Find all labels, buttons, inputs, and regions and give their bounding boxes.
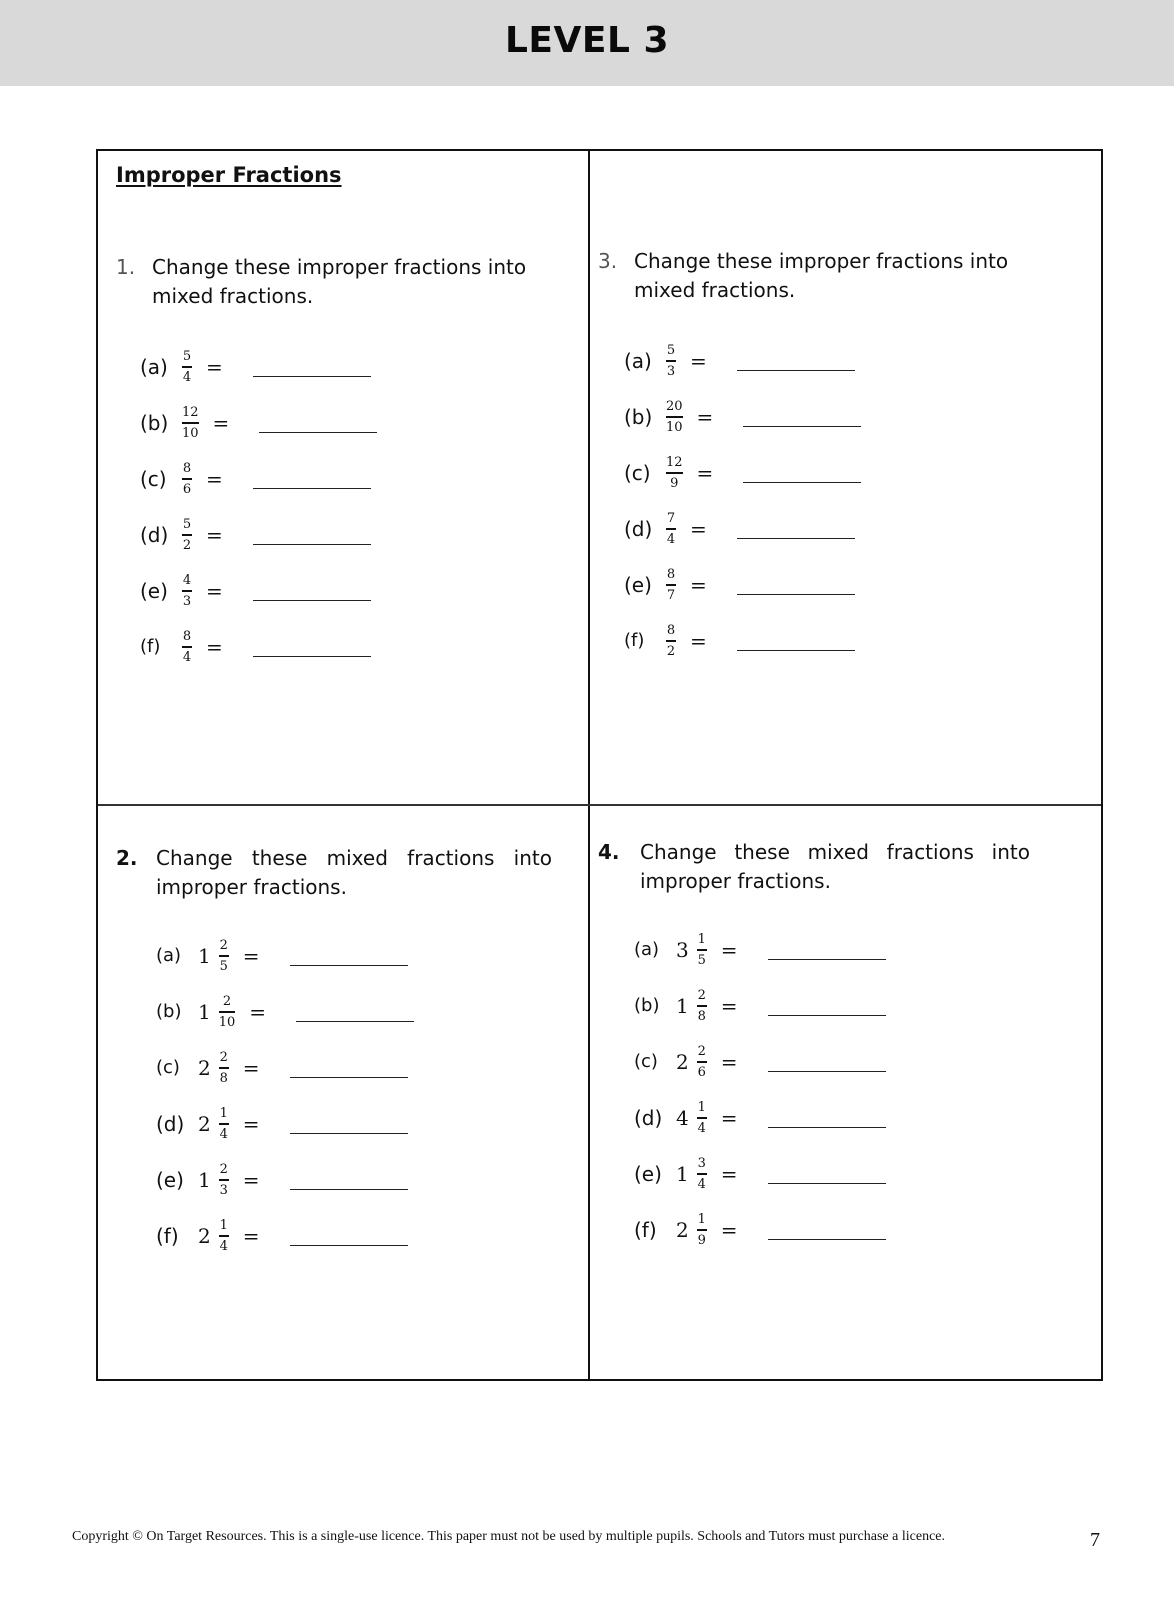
denominator: 8 [697, 1009, 706, 1024]
equals-sign: = [242, 1112, 260, 1136]
question-1-heading [116, 253, 536, 311]
fraction-bar [666, 416, 683, 418]
numerator: 7 [666, 511, 676, 526]
denominator: 4 [182, 650, 192, 665]
equals-sign: = [720, 994, 738, 1018]
item-label: (c) [624, 461, 651, 485]
numerator: 2 [697, 1044, 706, 1059]
whole-number: 3 [676, 938, 689, 962]
answer-blank[interactable] [737, 538, 855, 539]
denominator: 2 [666, 644, 676, 659]
answer-blank[interactable] [290, 1133, 408, 1134]
numerator: 2 [222, 994, 232, 1009]
denominator: 10 [218, 1015, 236, 1030]
answer-blank[interactable] [253, 488, 371, 489]
exercise-item [140, 451, 377, 507]
item-label: (e) [156, 1168, 184, 1192]
answer-blank[interactable] [768, 1183, 886, 1184]
answer-blank[interactable] [768, 1071, 886, 1072]
equals-sign: = [242, 944, 260, 968]
equals-sign: = [242, 1056, 260, 1080]
whole-number: 1 [198, 944, 211, 968]
item-label: (c) [140, 467, 167, 491]
denominator: 4 [219, 1239, 228, 1254]
exercise-item [156, 1208, 414, 1264]
fraction [182, 623, 192, 671]
question-1-items [140, 339, 377, 675]
numerator: 1 [219, 1106, 228, 1121]
answer-blank[interactable] [743, 426, 861, 427]
numerator: 5 [182, 349, 192, 364]
cell-question-3 [590, 151, 1101, 804]
item-label: (a) [634, 939, 660, 960]
numerator: 1 [697, 932, 706, 947]
exercise-item [624, 389, 861, 445]
fraction [666, 393, 683, 441]
whole-number: 2 [198, 1056, 211, 1080]
fraction [697, 1094, 707, 1142]
fraction [219, 1212, 229, 1260]
question-number: 3. [598, 249, 618, 273]
denominator: 4 [182, 370, 192, 385]
question-number: 1. [116, 255, 136, 279]
numerator: 4 [182, 573, 192, 588]
denominator: 4 [219, 1127, 228, 1142]
denominator: 10 [666, 420, 683, 435]
denominator: 5 [697, 953, 706, 968]
exercise-item [140, 339, 377, 395]
question-text: Change these mixed fractions into improper fractions. [640, 840, 1030, 893]
answer-blank[interactable] [259, 432, 377, 433]
item-label: (d) [140, 523, 169, 547]
denominator: 6 [697, 1065, 706, 1080]
numerator: 3 [697, 1156, 706, 1171]
exercise-item [156, 984, 414, 1040]
denominator: 3 [666, 364, 676, 379]
fraction-bar [697, 1173, 707, 1175]
item-label: (c) [634, 1051, 658, 1072]
answer-blank[interactable] [253, 376, 371, 377]
equals-sign: = [720, 1050, 738, 1074]
worksheet-grid [96, 149, 1103, 1381]
answer-blank[interactable] [768, 1127, 886, 1128]
fraction [666, 561, 676, 609]
equals-sign: = [206, 635, 223, 659]
answer-blank[interactable] [768, 959, 886, 960]
item-label: (f) [140, 636, 161, 657]
exercise-item [156, 1096, 414, 1152]
equals-sign: = [242, 1224, 260, 1248]
question-2-heading [116, 844, 552, 902]
item-label: (b) [140, 411, 169, 435]
fraction-bar [219, 955, 229, 957]
answer-blank[interactable] [743, 482, 861, 483]
equals-sign: = [696, 405, 714, 429]
question-number: 2. [116, 846, 138, 870]
answer-blank[interactable] [296, 1021, 414, 1022]
item-label: (f) [634, 1218, 657, 1242]
fraction-bar [666, 528, 676, 530]
equals-sign: = [206, 467, 223, 491]
numerator: 8 [182, 629, 192, 644]
item-label: (b) [634, 995, 660, 1016]
denominator: 4 [666, 532, 676, 547]
item-label: (d) [634, 1106, 663, 1130]
question-2-items [156, 928, 414, 1264]
whole-number: 1 [198, 1168, 211, 1192]
fraction [666, 505, 676, 553]
equals-sign: = [206, 523, 223, 547]
fraction [219, 988, 236, 1036]
fraction-bar [182, 478, 192, 480]
question-number: 4. [598, 840, 620, 864]
whole-number: 1 [198, 1000, 211, 1024]
fraction [697, 1038, 707, 1086]
cell-question-1 [98, 151, 588, 804]
denominator: 3 [219, 1183, 228, 1198]
exercise-item [634, 1034, 886, 1090]
equals-sign: = [720, 1106, 738, 1130]
numerator: 5 [182, 517, 192, 532]
denominator: 3 [182, 594, 192, 609]
exercise-item [634, 978, 886, 1034]
equals-sign: = [690, 629, 707, 653]
equals-sign: = [720, 1162, 738, 1186]
denominator: 9 [697, 1233, 706, 1248]
exercise-item [634, 1146, 886, 1202]
numerator: 1 [697, 1212, 706, 1227]
equals-sign: = [206, 355, 223, 379]
item-label: (d) [156, 1112, 185, 1136]
exercise-item [634, 1202, 886, 1258]
fraction [697, 926, 707, 974]
numerator: 2 [219, 1162, 228, 1177]
header-band [0, 0, 1174, 86]
exercise-item [624, 501, 861, 557]
item-label: (a) [624, 349, 652, 373]
fraction-bar [219, 1235, 229, 1237]
whole-number: 2 [198, 1112, 211, 1136]
fraction-bar [219, 1011, 236, 1013]
numerator: 12 [182, 405, 199, 420]
fraction [666, 617, 676, 665]
exercise-item [624, 613, 861, 669]
exercise-item [156, 928, 414, 984]
fraction-bar [219, 1123, 229, 1125]
item-label: (e) [634, 1162, 662, 1186]
level-title: LEVEL 3 [504, 20, 669, 61]
numerator: 12 [666, 455, 683, 470]
whole-number: 4 [676, 1106, 689, 1130]
fraction-bar [666, 360, 676, 362]
answer-blank[interactable] [737, 594, 855, 595]
exercise-item [140, 507, 377, 563]
fraction-bar [697, 1005, 707, 1007]
whole-number: 2 [198, 1224, 211, 1248]
exercise-item [156, 1040, 414, 1096]
cell-question-2 [98, 806, 588, 1379]
item-label: (e) [140, 579, 168, 603]
item-label: (a) [156, 945, 182, 966]
denominator: 6 [182, 482, 192, 497]
answer-blank[interactable] [768, 1239, 886, 1240]
denominator: 10 [182, 426, 199, 441]
numerator: 2 [219, 1050, 228, 1065]
item-label: (c) [156, 1057, 180, 1078]
fraction [219, 1100, 229, 1148]
equals-sign: = [720, 938, 738, 962]
fraction-bar [666, 472, 683, 474]
fraction [219, 1156, 229, 1204]
cell-question-4 [590, 806, 1101, 1379]
numerator: 8 [666, 623, 676, 638]
denominator: 5 [219, 959, 228, 974]
question-text: Change these improper fractions into mixed fractions. [634, 249, 1009, 302]
question-text: Change these mixed fractions into improper fractions. [156, 846, 552, 899]
fraction-bar [182, 646, 192, 648]
fraction-bar [666, 640, 676, 642]
answer-blank[interactable] [253, 656, 371, 657]
equals-sign: = [212, 411, 230, 435]
item-label: (f) [624, 630, 645, 651]
fraction-bar [697, 1117, 707, 1119]
fraction-bar [219, 1067, 229, 1069]
answer-blank[interactable] [737, 370, 855, 371]
fraction [219, 1044, 229, 1092]
exercise-item [624, 333, 861, 389]
whole-number: 1 [676, 994, 689, 1018]
numerator: 5 [666, 343, 676, 358]
answer-blank[interactable] [290, 1189, 408, 1190]
answer-blank[interactable] [290, 965, 408, 966]
fraction [182, 511, 192, 559]
question-3-items [624, 333, 861, 669]
fraction-bar [182, 590, 192, 592]
numerator: 8 [182, 461, 192, 476]
denominator: 2 [182, 538, 192, 553]
equals-sign: = [720, 1218, 738, 1242]
answer-blank[interactable] [290, 1245, 408, 1246]
whole-number: 1 [676, 1162, 689, 1186]
equals-sign: = [690, 517, 707, 541]
answer-blank[interactable] [290, 1077, 408, 1078]
equals-sign: = [696, 461, 714, 485]
denominator: 7 [666, 588, 676, 603]
fraction [219, 932, 229, 980]
exercise-item [156, 1152, 414, 1208]
whole-number: 2 [676, 1050, 689, 1074]
question-4-heading [598, 838, 1030, 896]
fraction-bar [697, 1229, 707, 1231]
numerator: 20 [666, 399, 683, 414]
denominator: 4 [697, 1177, 706, 1192]
exercise-item [634, 1090, 886, 1146]
exercise-item [140, 395, 377, 451]
numerator: 1 [697, 1100, 706, 1115]
fraction-bar [697, 1061, 707, 1063]
question-3-heading [598, 247, 1018, 305]
equals-sign: = [690, 349, 707, 373]
fraction [666, 449, 683, 497]
section-title: Improper Fractions [116, 163, 342, 187]
denominator: 8 [219, 1071, 228, 1086]
answer-blank[interactable] [768, 1015, 886, 1016]
exercise-item [140, 619, 377, 675]
item-label: (b) [156, 1001, 182, 1022]
numerator: 1 [219, 1218, 228, 1233]
question-text: Change these improper fractions into mixed fractions. [152, 255, 527, 308]
numerator: 8 [666, 567, 676, 582]
answer-blank[interactable] [253, 600, 371, 601]
equals-sign: = [206, 579, 223, 603]
question-4-items [634, 922, 886, 1258]
item-label: (e) [624, 573, 652, 597]
exercise-item [624, 557, 861, 613]
fraction [697, 982, 707, 1030]
equals-sign: = [690, 573, 707, 597]
numerator: 2 [697, 988, 706, 1003]
fraction-bar [182, 422, 199, 424]
fraction [182, 399, 199, 447]
fraction-bar [666, 584, 676, 586]
fraction-bar [219, 1179, 229, 1181]
page-number: 7 [1090, 1529, 1100, 1551]
fraction-bar [182, 366, 192, 368]
denominator: 4 [697, 1121, 706, 1136]
fraction [182, 343, 192, 391]
fraction [697, 1206, 707, 1254]
fraction [697, 1150, 707, 1198]
item-label: (d) [624, 517, 653, 541]
copyright-footer: Copyright © On Target Resources. This is a single-use licence. This paper must not be used by multiple pupils. Schools and Tutors must purchase a licence. [72, 1529, 945, 1544]
item-label: (f) [156, 1224, 179, 1248]
fraction-bar [182, 534, 192, 536]
item-label: (a) [140, 355, 168, 379]
answer-blank[interactable] [253, 544, 371, 545]
denominator: 9 [670, 476, 679, 491]
fraction [182, 455, 192, 503]
equals-sign: = [249, 1000, 267, 1024]
numerator: 2 [219, 938, 228, 953]
item-label: (b) [624, 405, 653, 429]
whole-number: 2 [676, 1218, 689, 1242]
equals-sign: = [242, 1168, 260, 1192]
exercise-item [624, 445, 861, 501]
fraction [666, 337, 676, 385]
fraction-bar [697, 949, 707, 951]
fraction [182, 567, 192, 615]
answer-blank[interactable] [737, 650, 855, 651]
exercise-item [140, 563, 377, 619]
exercise-item [634, 922, 886, 978]
